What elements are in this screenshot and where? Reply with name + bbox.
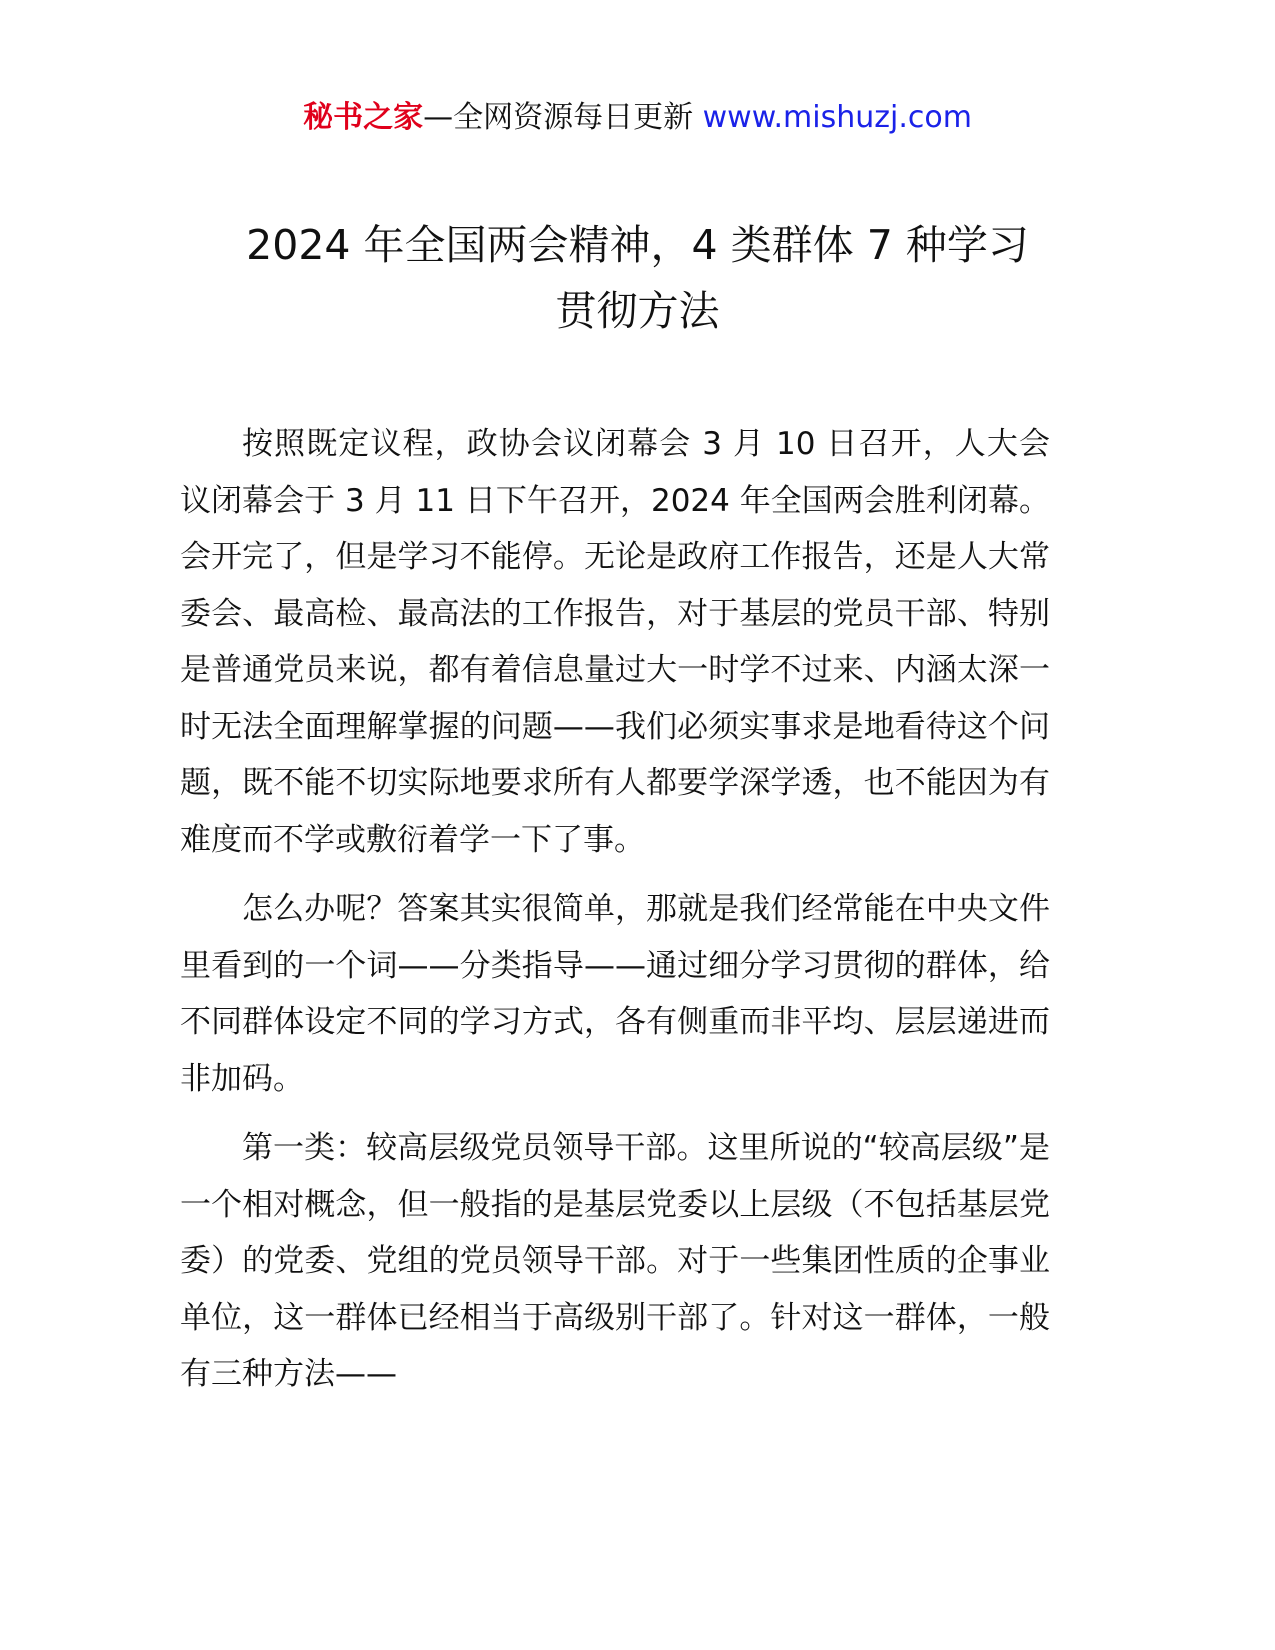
document-title — [180, 212, 1095, 344]
site-url-link[interactable]: www.mishuzj.com — [702, 100, 972, 135]
document-title-line-1: 2024 年全国两会精神，4 类群体 7 种学习 — [246, 221, 1029, 269]
body-paragraph-3: 第一类：较高层级党员领导干部。这里所说的“较高层级”是一个相对概念，但一般指的是基层党委以上层级（不包括基层党委）的党委、党组的党员领导干部。对于一些集团性质的企事业单位，这一群体已经相当于高级别干部了。针对这一群体，一般有三种方法—— — [180, 1130, 1050, 1392]
body-paragraph-1: 按照既定议程，政协会议闭幕会 3 月 10 日召开，人大会议闭幕会于 3 月 11 日下午召开，2024 年全国两会胜利闭幕。会开完了，但是学习不能停。无论是政府工作报告，还是人大常委会、最高检、最高法的工作报告，对于基层的党员干部、特别是普通党员来说，都有着信息量过大一时学不过来、内涵太深一时无法全面理解掌握的问题——我们必须实事求是地看待这个问题，既不能不切实际地要求所有人都要学深学透，也不能因为有难度而不学或敷衍着学一下了事。 — [180, 426, 1050, 858]
site-header — [0, 96, 1275, 140]
body-paragraph-2: 怎么办呢？答案其实很简单，那就是我们经常能在中央文件里看到的一个词——分类指导——通过细分学习贯彻的群体，给不同群体设定不同的学习方式，各有侧重而非平均、层层递进而非加码。 — [180, 891, 1050, 1097]
brand-name: 秘书之家 — [303, 100, 424, 135]
header-tagline: —全网资源每日更新 — [423, 100, 694, 135]
document-body — [180, 416, 1050, 1416]
document-title-line-2: 贯彻方法 — [555, 287, 720, 335]
